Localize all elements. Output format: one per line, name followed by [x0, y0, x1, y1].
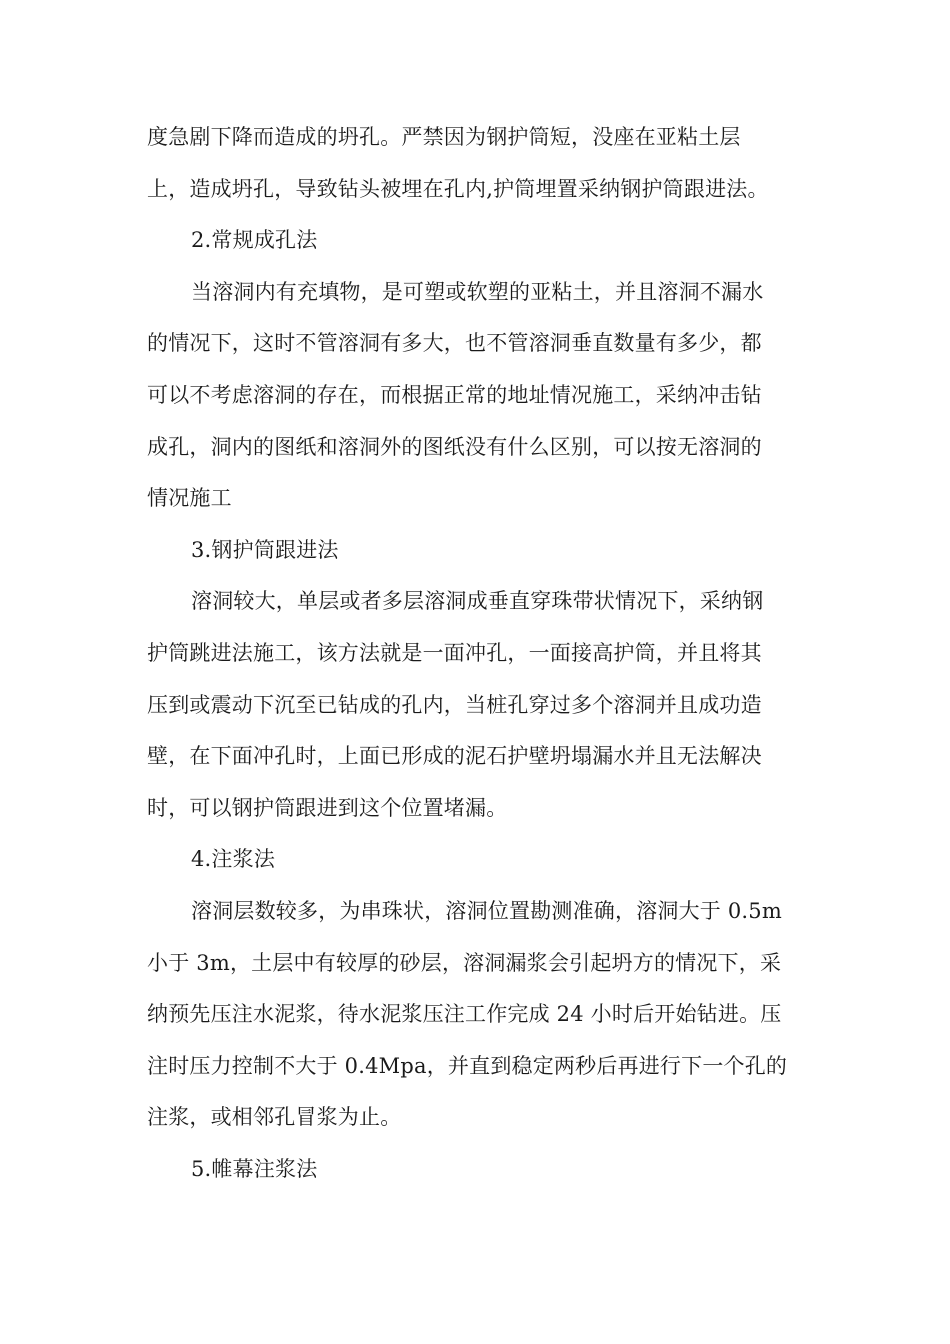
section-heading: 5.帷幕注浆法: [191, 1156, 318, 1181]
text-line: 时，可以钢护筒跟进到这个位置堵漏。: [147, 795, 508, 820]
text-line: 度急剧下降而造成的坍孔。严禁因为钢护筒短，没座在亚粘土层: [147, 125, 741, 149]
text-line: 壁，在下面冲孔时，上面已形成的泥石护壁坍塌漏水并且无法解决: [147, 744, 762, 769]
document-body: [147, 112, 807, 1195]
text-line: 压到或震动下沉至已钻成的孔内，当桩孔穿过多个溶洞并且成功造: [147, 692, 762, 717]
text-line: 护筒跳进法施工，该方法就是一面冲孔，一面接高护筒，并且将其: [147, 640, 762, 665]
text-line: 情况施工: [147, 486, 232, 511]
text-line: 小于 3m，土层中有较厚的砂层，溶洞漏浆会引起坍方的情况下，采: [147, 950, 782, 975]
text-line: 纳预先压注水泥浆，待水泥浆压注工作完成 24 小时后开始钻进。压: [147, 1002, 782, 1027]
text-line: 可以不考虑溶洞的存在，而根据正常的地址情况施工，采纳冲击钻: [147, 382, 762, 407]
text-line: 的情况下，这时不管溶洞有多大，也不管溶洞垂直数量有多少，都: [147, 331, 762, 356]
text-line: 成孔，洞内的图纸和溶洞外的图纸没有什么区别，可以按无溶洞的: [147, 434, 762, 459]
text-line: 上，造成坍孔，导致钻头被埋在孔内,护筒埋置采纳钢护筒跟进法。: [147, 176, 769, 201]
text-line: 溶洞较大，单层或者多层溶洞成垂直穿珠带状情况下，采纳钢: [191, 589, 764, 614]
section-heading: 4.注浆法: [191, 847, 276, 872]
section-heading: 3.钢护筒跟进法: [191, 537, 339, 562]
text-line: 当溶洞内有充填物，是可塑或软塑的亚粘土，并且溶洞不漏水: [191, 279, 764, 304]
text-line: 注浆，或相邻孔冒浆为止。: [147, 1105, 402, 1130]
text-line: 注时压力控制不大于 0.4Mpa，并直到稳定两秒后再进行下一个孔的: [147, 1053, 788, 1078]
section-heading: 2.常规成孔法: [191, 228, 318, 253]
text-line: 溶洞层数较多，为串珠状，溶洞位置勘测准确，溶洞大于 0.5m: [191, 898, 782, 923]
